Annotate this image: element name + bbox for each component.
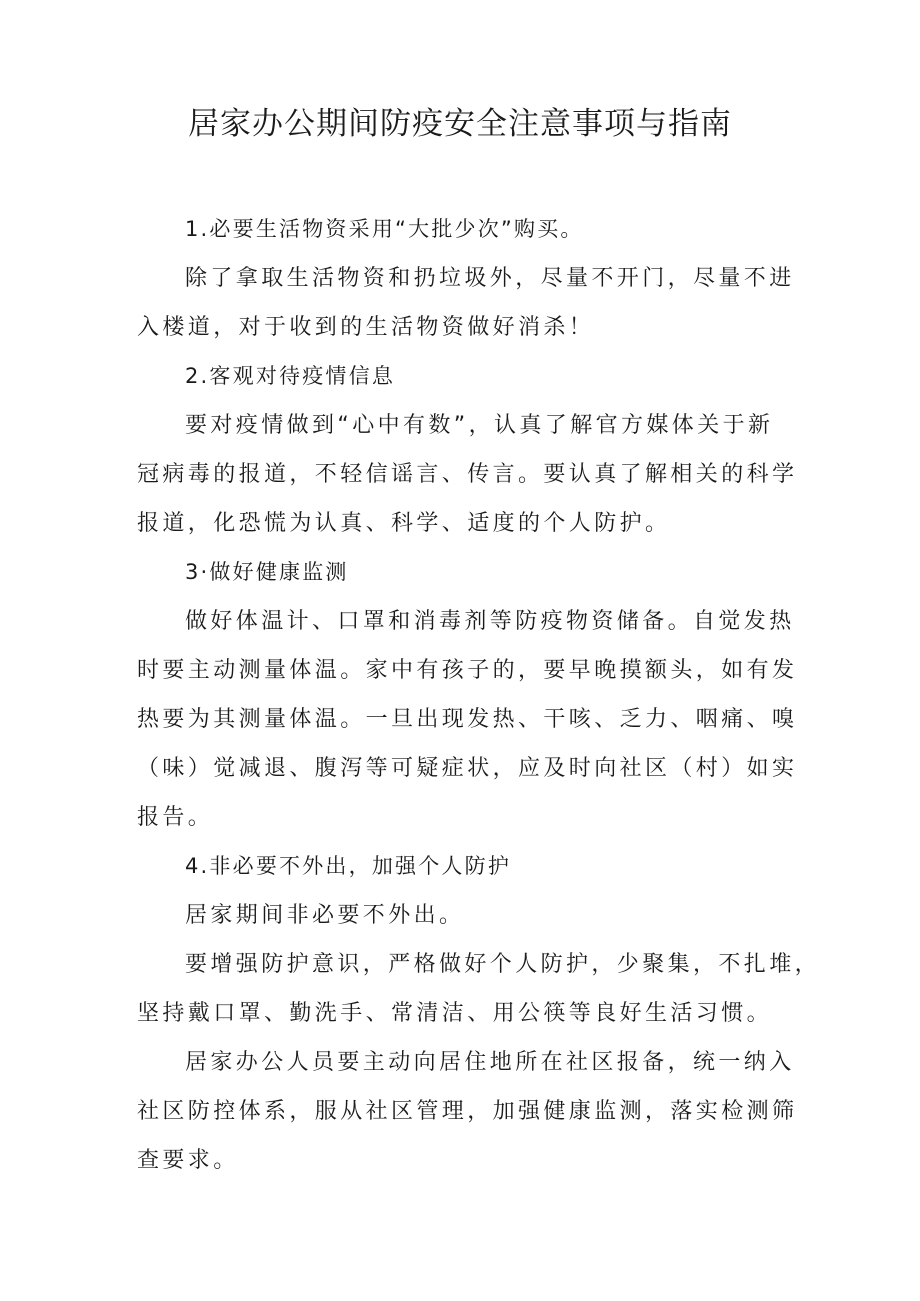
paragraph-line: （味）觉减退、腹泻等可疑症状，应及时向社区（村）如实: [137, 756, 798, 781]
paragraph-line: 坚持戴口罩、勤洗手、常清洁、用公筷等良好生活习惯。: [137, 1001, 773, 1026]
paragraph-line: 报道，化恐慌为认真、科学、适度的个人防护。: [137, 511, 671, 536]
paragraph-line: 做好体温计、口罩和消毒剂等防疫物资储备。自觉发热: [185, 609, 795, 634]
section-heading-1: 1.必要生活物资采用“大批少次”购买。: [185, 217, 584, 241]
paragraph-line: 时要主动测量体温。家中有孩子的，要早晚摸额头，如有发: [137, 658, 798, 683]
section-heading-4: 4.非必要不外出，加强个人防护: [185, 854, 512, 878]
paragraph-line: 居家期间非必要不外出。: [185, 903, 465, 928]
section-heading-3: 3·做好健康监测: [185, 560, 349, 584]
paragraph-line: 社区防控体系，服从社区管理，加强健康监测，落实检测筛: [137, 1099, 798, 1124]
paragraph-line: 查要求。: [137, 1148, 239, 1173]
section-heading-2: 2.客观对待疫情信息: [185, 364, 396, 388]
paragraph-line: 冠病毒的报道，不轻信谣言、传言。要认真了解相关的科学: [137, 462, 798, 487]
paragraph-line: 除了拿取生活物资和扔垃圾外，尽量不开门，尽量不进: [185, 266, 795, 291]
paragraph-line: 要增强防护意识，严格做好个人防护，少聚集，不扎堆，: [185, 952, 821, 977]
paragraph-line: 居家办公人员要主动向居住地所在社区报备，统一纳入: [185, 1050, 795, 1075]
paragraph-line: 热要为其测量体温。一旦出现发热、干咳、乏力、咽痛、嗅: [137, 707, 798, 732]
paragraph-line: 入楼道，对于收到的生活物资做好消杀！: [137, 315, 595, 340]
document-title: 居家办公期间防疫安全注意事项与指南: [188, 106, 732, 142]
paragraph-line: 要对疫情做到“心中有数”，认真了解官方媒体关于新: [185, 413, 774, 438]
document-body: [137, 205, 821, 1185]
paragraph-line: 报告。: [137, 805, 214, 830]
